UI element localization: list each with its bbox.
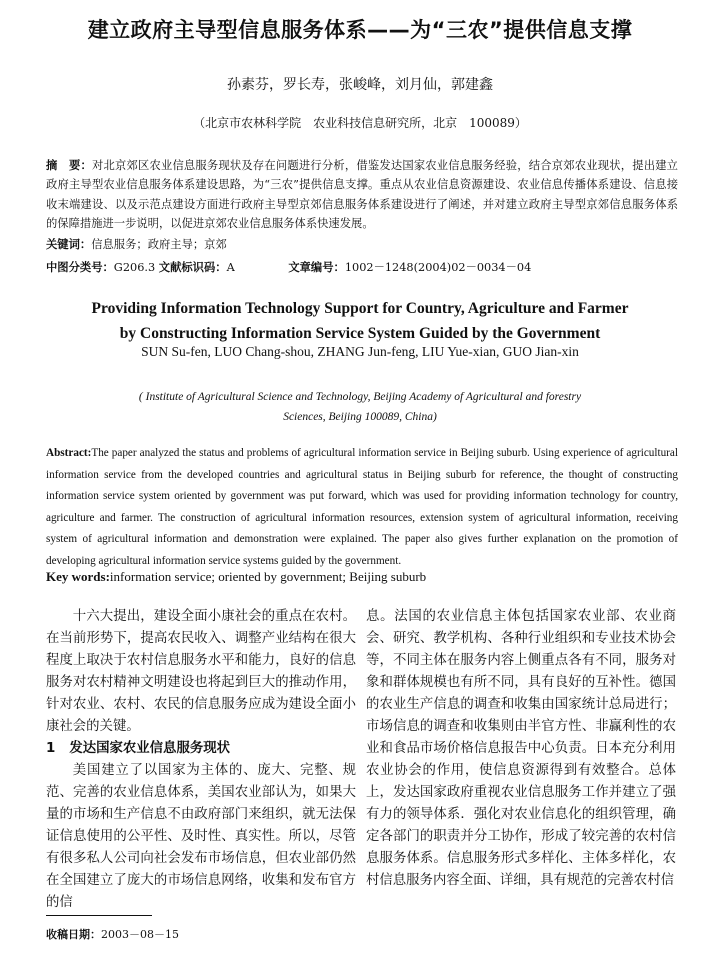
body-column-right	[366, 606, 676, 892]
affiliation-en-line2: Sciences, Beijing 100089, China)	[283, 411, 437, 423]
section-number: 1	[46, 741, 56, 756]
body-paragraph: 十六大提出，建设全面小康社会的重点在农村。在当前形势下，提高农民收入、调整产业结构在很大程度上取决于农村信息服务水平和能力，良好的信息服务对农村精神文明建设也将起到巨大的推动作用，针对农业、农村、农民的信息服务应成为建设全面小康社会的关键。	[46, 609, 356, 734]
keywords-en-label: Key words:	[46, 569, 110, 584]
footnote-rule	[46, 915, 152, 916]
keywords-en-text: information service; oriented by government; Beijing suburb	[109, 569, 427, 584]
abstract-cn-label: 摘 要：	[46, 159, 92, 172]
doc-code-value: A	[226, 261, 235, 274]
doc-code-label: 文献标识码：	[158, 261, 227, 274]
article-no-value: 1002－1248(2004)02－0034－04	[344, 261, 532, 274]
section-title: 发达国家农业信息服务现状	[69, 741, 231, 756]
body-column-left	[46, 606, 356, 914]
authors-en: SUN Su-fen, LUO Chang-shou, ZHANG Jun-feng, LIU Yue-xian, GUO Jian-xin	[141, 344, 579, 359]
abstract-en-text: The paper analyzed the status and problems of agricultural information service in Beijing suburb. Using experience of agricultural information service from the developed countries and agricultural status in Beijing suburb for reference, the thought of constructing information service system oriented by government was put forward, which was used for providing information technology for country, agriculture and farmer. The construction of agricultural information resources, extension system of agricultural information, receiving system of agricultural information and demonstration were explained. The paper also gives further explanation on the promotion of developing agricultural information service systems guided by the government.	[46, 447, 678, 567]
received-date-value: 2003－08－15	[101, 928, 179, 941]
body-paragraph: 美国建立了以国家为主体的、庞大、完整、规范、完善的农业信息体系，美国农业部认为，如果大量的市场和生产信息不由政府部门来组织，就无法保证信息使用的公平性、及时性、真实性。所以，尽管有很多私人公司向社会发布市场信息，但农业部仍然在全国建立了庞大的市场信息网络，收集和发布官方的信	[46, 763, 356, 910]
abstract-en	[46, 443, 678, 573]
received-date-label: 收稿日期：	[46, 928, 101, 941]
title-en-line1: Providing Information Technology Support for Country, Agriculture and Farmer	[91, 300, 629, 317]
footnote	[46, 926, 179, 942]
keywords-cn	[46, 236, 227, 252]
affiliation-cn: （北京市农林科学院 农业科技信息研究所，北京 100089）	[193, 116, 527, 130]
title-cn: 建立政府主导型信息服务体系——为“三农”提供信息支撑	[87, 18, 633, 42]
classification-line	[46, 259, 686, 275]
keywords-en	[46, 569, 426, 585]
affiliation-en	[0, 387, 720, 427]
affiliation-en-line1: ( Institute of Agricultural Science and Technology, Beijing Academy of Agricultural and forestry	[138, 391, 582, 403]
abstract-cn	[46, 156, 678, 233]
clc-label: 中图分类号：	[46, 261, 114, 274]
title-en-line2: by Constructing Information Service System Guided by the Government	[119, 325, 601, 342]
body-paragraph: 息。法国的农业信息主体包括国家农业部、农业商会、研究、教学机构、各种行业组织和专业技术协会等，不同主体在服务内容上侧重点各有不同，服务对象和群体规模也有所不同，具有良好的互补性。德国的农业生产信息的调查和收集由国家统计总局进行；市场信息的调查和收集则由半官方性、非赢利性的农业和食品市场价格信息报告中心负责。日本充分利用农业协会的作用，使信息资源得到有效整合。总体上，发达国家政府重视农业信息服务工作并建立了强有力的领导体系．强化对农业信息化的组织管理，确定各部门的职责并分工协作，形成了较完善的农村信息服务体系。信息服务形式多样化、主体多样化，农村信息服务内容全面、详细，具有规范的完善农村信	[366, 609, 676, 888]
keywords-cn-text: 信息服务；政府主导；京郊	[91, 238, 227, 251]
section-heading	[46, 738, 356, 760]
article-no-label: 文章编号：	[288, 261, 345, 274]
keywords-cn-label: 关键词：	[46, 238, 92, 251]
clc-value: G206.3	[113, 261, 156, 274]
abstract-cn-text: 对北京郊区农业信息服务现状及存在问题进行分析，借鉴发达国家农业信息服务经验，结合京郊农业现状，提出建立政府主导型农业信息服务体系建设思路，为“三农”提供信息支撑。重点从农业信息资源建设、农业信息传播体系建设、信息接收末端建设、以及示范点建设方面进行政府主导型京郊信息服务体系建设进行了阐述，并对建立政府主导型京郊信息服务体系的保障措施进一步说明，以促进京郊农业信息服务体系快速发展。	[46, 159, 678, 230]
authors-cn: 孙素芬，罗长寿，张峻峰，刘月仙，郭建鑫	[227, 77, 493, 93]
title-en	[0, 296, 720, 346]
abstract-en-label: Abstract:	[46, 447, 92, 459]
